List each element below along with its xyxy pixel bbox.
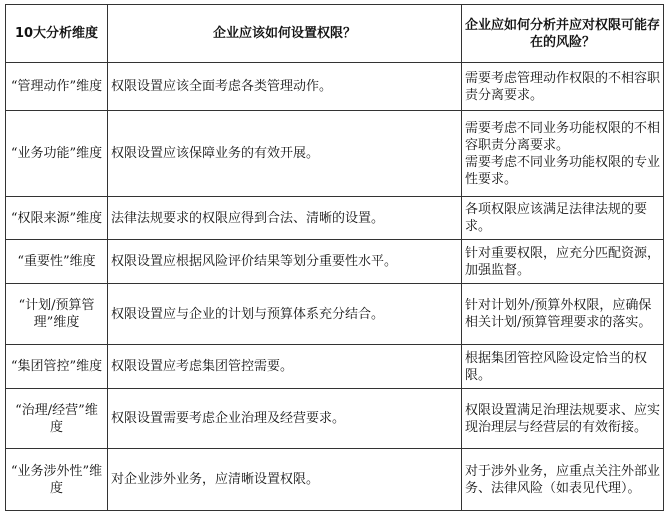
dimension-cell: “重要性”维度 — [6, 240, 108, 284]
setting-cell: 权限设置应与企业的计划与预算体系充分结合。 — [108, 284, 462, 345]
dimension-cell: “计划/预算管理”维度 — [6, 284, 108, 345]
table-row — [6, 284, 664, 345]
dimension-cell: “集团管控”维度 — [6, 345, 108, 389]
risk-text: 需要考虑不同业务功能权限的不相容职责分离要求。 — [465, 120, 661, 153]
risk-cell — [462, 111, 664, 197]
risk-cell — [462, 389, 664, 449]
risk-cell — [462, 449, 664, 511]
table-row — [6, 63, 664, 111]
table-row — [6, 345, 664, 389]
dimension-cell: “权限来源”维度 — [6, 197, 108, 240]
dimension-cell: “业务功能”维度 — [6, 111, 108, 197]
setting-cell: 法律法规要求的权限应得到合法、清晰的设置。 — [108, 197, 462, 240]
risk-text: 针对重要权限，应充分匹配资源，加强监督。 — [465, 245, 661, 278]
risk-text: 各项权限应该满足法律法规的要求。 — [465, 202, 648, 234]
risk-text: 根据集团管控风险设定恰当的权限。 — [465, 350, 648, 383]
risk-text: 需要考虑不同业务功能权限的专业性要求。 — [465, 154, 661, 187]
risk-cell — [462, 197, 664, 240]
setting-cell: 权限设置需要考虑企业治理及经营要求。 — [108, 389, 462, 449]
header-risk: 企业应如何分析并应对权限可能存在的风险？ — [462, 5, 664, 63]
dimension-cell: “治理/经营”维度 — [6, 389, 108, 449]
table-row — [6, 449, 664, 511]
setting-cell: 权限设置应根据风险评价结果等划分重要性水平。 — [108, 240, 462, 284]
dimension-cell: “业务涉外性”维度 — [6, 449, 108, 511]
risk-text: 对于涉外业务，应重点关注外部业务、法律风险（如表见代理）。 — [465, 463, 661, 496]
risk-cell — [462, 63, 664, 111]
table-header-row — [6, 5, 664, 63]
risk-text: 权限设置满足治理法规要求、应实现治理层与经营层的有效衔接。 — [465, 402, 661, 435]
header-setting: 企业应该如何设置权限？ — [108, 5, 462, 63]
table-row — [6, 389, 664, 449]
dimension-cell: “管理动作”维度 — [6, 63, 108, 111]
risk-cell — [462, 240, 664, 284]
risk-text: 需要考虑管理动作权限的不相容职责分离要求。 — [465, 70, 661, 103]
setting-cell: 权限设置应该全面考虑各类管理动作。 — [108, 63, 462, 111]
setting-cell: 权限设置应考虑集团管控需要。 — [108, 345, 462, 389]
header-dimension: 10大分析维度 — [6, 5, 108, 63]
table-row — [6, 240, 664, 284]
table-row — [6, 111, 664, 197]
permission-analysis-table — [5, 4, 664, 511]
setting-cell: 权限设置应该保障业务的有效开展。 — [108, 111, 462, 197]
risk-cell — [462, 284, 664, 345]
risk-cell — [462, 345, 664, 389]
table-row — [6, 197, 664, 240]
setting-cell: 对企业涉外业务，应清晰设置权限。 — [108, 449, 462, 511]
risk-text: 针对计划外/预算外权限，应确保相关计划/预算管理要求的落实。 — [465, 298, 652, 330]
